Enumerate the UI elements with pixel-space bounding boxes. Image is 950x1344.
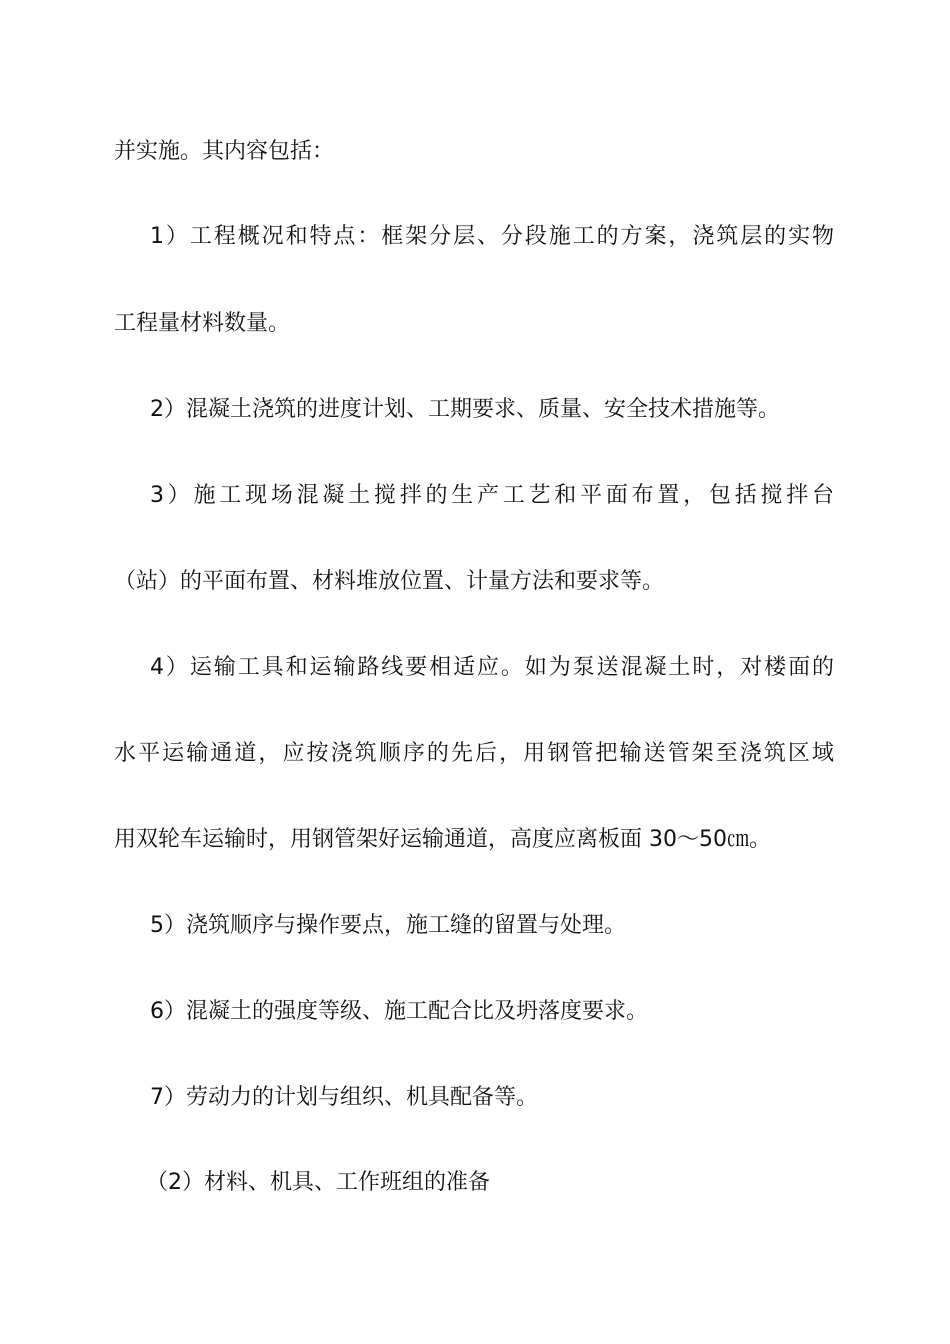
list-item-3-line-1: 3）施工现场混凝土搅拌的生产工艺和平面布置，包括搅拌台 — [150, 483, 834, 508]
paragraph-intro: 并实施。其内容包括： — [114, 139, 335, 164]
list-item-3-line-2: （站）的平面布置、材料堆放位置、计量方法和要求等。 — [114, 569, 665, 594]
list-item-4-line-3: 用双轮车运输时，用钢管架好运输通道，高度应离板面 30～50㎝。 — [114, 827, 771, 852]
section-heading-2: （2）材料、机具、工作班组的准备 — [146, 1170, 490, 1195]
list-item-5: 5）浇筑顺序与操作要点，施工缝的留置与处理。 — [150, 913, 626, 938]
list-item-4-line-2: 水平运输通道，应按浇筑顺序的先后，用钢管把输送管架至浇筑区域 — [114, 741, 834, 766]
list-item-6: 6）混凝土的强度等级、施工配合比及坍落度要求。 — [150, 999, 648, 1024]
list-item-1-line-2: 工程量材料数量。 — [114, 311, 291, 336]
list-item-7: 7）劳动力的计划与组织、机具配备等。 — [150, 1085, 538, 1110]
list-item-4-line-1: 4）运输工具和运输路线要相适应。如为泵送混凝土时，对楼面的 — [150, 655, 834, 680]
list-item-1-line-1: 1）工程概况和特点：框架分层、分段施工的方案，浇筑层的实物 — [150, 224, 834, 249]
list-item-2: 2）混凝土浇筑的进度计划、工期要求、质量、安全技术措施等。 — [150, 397, 780, 422]
